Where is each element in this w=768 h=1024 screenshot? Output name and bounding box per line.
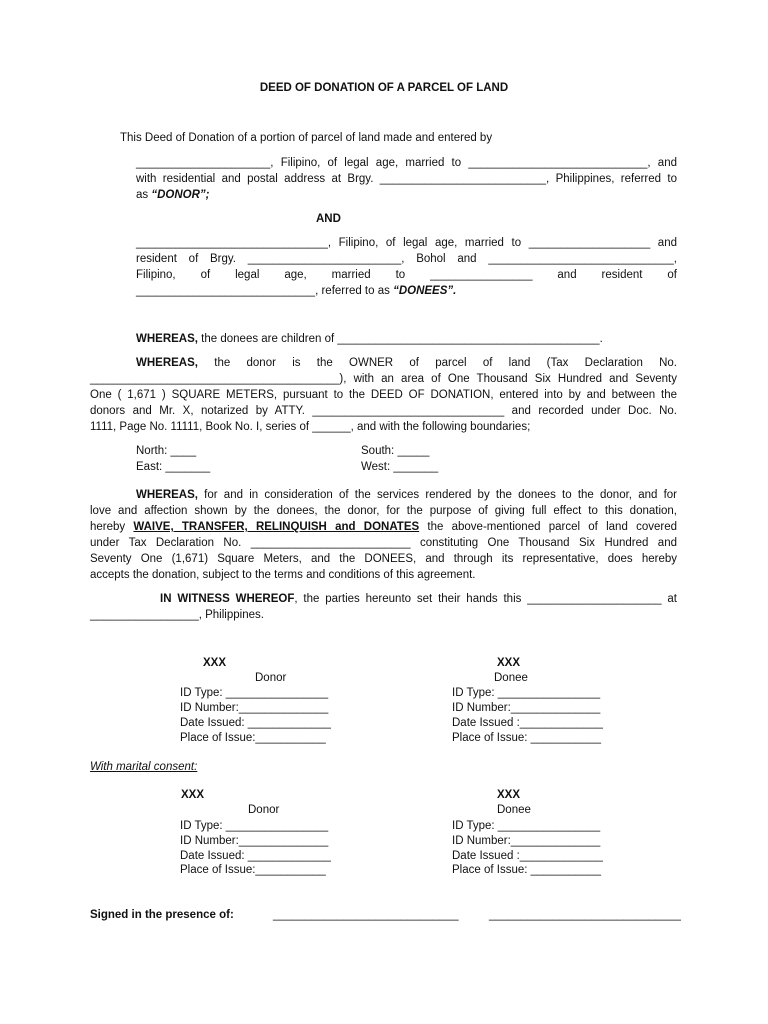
boundary-west: West: _______ (361, 461, 439, 473)
whereas-consideration-line-5: Seventy One (1,671) Square Meters, and the DONEES, and through its representative, does hereby (90, 553, 677, 565)
spouse-donor-signature-name: XXX (181, 789, 205, 801)
whereas-consideration-line-6: accepts the donation, subject to the terms and conditions of this agreement. (90, 569, 476, 581)
donor-signature-name: XXX (203, 657, 227, 669)
witness-2-signature-line: ______________________________ (489, 909, 681, 921)
donor-place-of-issue: Place of Issue:___________ (180, 732, 326, 744)
whereas-owner-line-2: _______________________________________), with an area of One Thousand Six Hundred and Seventy (90, 373, 677, 385)
whereas-consideration-line-4: under Tax Declaration No. _________________________ constituting One Thousand Six Hundred and (90, 537, 677, 549)
document-title: DEED OF DONATION OF A PARCEL OF LAND (259, 82, 509, 94)
donee-signature-name: XXX (497, 657, 521, 669)
and-separator: AND (316, 213, 341, 225)
donor-line-2: with residential and postal address at Brgy. __________________________, Philippines, referred to (136, 173, 677, 185)
donee-line-1: ______________________________, Filipino, of legal age, married to ___________________ and (136, 237, 677, 249)
donor-date-issued: Date Issued: _____________ (180, 717, 331, 729)
witness-1-signature-line: _____________________________ (273, 909, 459, 921)
spouse-donor-date-issued: Date Issued: _____________ (180, 850, 331, 862)
donor-id-type: ID Type: ________________ (180, 687, 329, 699)
waive-transfer-clause: WAIVE, TRANSFER, RELINQUISH and DONATES (133, 521, 420, 533)
donor-id-number: ID Number:______________ (180, 702, 329, 714)
donee-line-3: Filipino, of legal age, married to ________________ and resident of (136, 269, 677, 281)
donee-id-number: ID Number:______________ (452, 702, 601, 714)
whereas-consideration-line-3: hereby WAIVE, TRANSFER, RELINQUISH and DONATES the above-mentioned parcel of land covered (90, 521, 678, 533)
spouse-donee-place-of-issue: Place of Issue: ___________ (452, 864, 601, 876)
spouse-donee-signature-role: Donee (497, 804, 531, 816)
witness-line-2: _________________, Philippines. (90, 609, 264, 621)
whereas-owner-line-5: 1111, Page No. 11111, Book No. I, series of ______, and with the following boundaries; (90, 421, 531, 433)
whereas-owner-line-1: WHEREAS, the donor is the OWNER of parcel of land (Tax Declaration No. (136, 357, 678, 369)
donor-role-label: “DONOR”; (151, 189, 210, 201)
donee-line-4: ____________________________, referred to as “DONEES”. (136, 285, 457, 297)
donee-line-2: resident of Brgy. ________________________, Bohol and _____________________________, (136, 253, 677, 265)
marital-consent-heading: With marital consent: (90, 761, 198, 773)
whereas-consideration-line-1: WHEREAS, for and in consideration of the services rendered by the donees to the donor, and for (136, 489, 677, 501)
donor-line-1: _____________________, Filipino, of legal age, married to ____________________________, and (136, 157, 677, 169)
boundary-south: South: _____ (361, 445, 430, 457)
whereas-owner-line-3: One ( 1,671 ) SQUARE METERS, pursuant to the DEED OF DONATION, entered into by and between the (90, 389, 677, 401)
intro-paragraph: This Deed of Donation of a portion of parcel of land made and entered by (120, 132, 493, 144)
spouse-donee-signature-name: XXX (497, 789, 521, 801)
whereas-children: WHEREAS, the donees are children of _________________________________________. (136, 333, 603, 345)
boundary-north: North: ____ (136, 445, 197, 457)
spouse-donee-id-type: ID Type: ________________ (452, 820, 601, 832)
donee-signature-role: Donee (494, 672, 528, 684)
whereas-owner-line-4: donors and Mr. X, notarized by ATTY. ______________________________ and recorded under Doc. No. (90, 405, 677, 417)
spouse-donor-id-type: ID Type: ________________ (180, 820, 329, 832)
donee-date-issued: Date Issued :_____________ (452, 717, 603, 729)
whereas-consideration-line-2: love and affection shown by the donees, the donor, for the purpose of giving full effect to this donation, (90, 505, 677, 517)
spouse-donor-signature-role: Donor (248, 804, 280, 816)
spouse-donee-date-issued: Date Issued :_____________ (452, 850, 603, 862)
spouse-donee-id-number: ID Number:______________ (452, 835, 601, 847)
signed-in-presence-label: Signed in the presence of: (90, 909, 234, 921)
spouse-donor-place-of-issue: Place of Issue:___________ (180, 864, 326, 876)
donees-role-label: “DONEES”. (393, 285, 457, 297)
witness-line-1: IN WITNESS WHEREOF, the parties hereunto set their hands this _____________________ at (160, 593, 677, 605)
donor-signature-role: Donor (255, 672, 287, 684)
spouse-donor-id-number: ID Number:______________ (180, 835, 329, 847)
donee-place-of-issue: Place of Issue: ___________ (452, 732, 601, 744)
donor-line-3: as “DONOR”; (136, 189, 210, 201)
boundary-east: East: _______ (136, 461, 211, 473)
donee-id-type: ID Type: ________________ (452, 687, 601, 699)
